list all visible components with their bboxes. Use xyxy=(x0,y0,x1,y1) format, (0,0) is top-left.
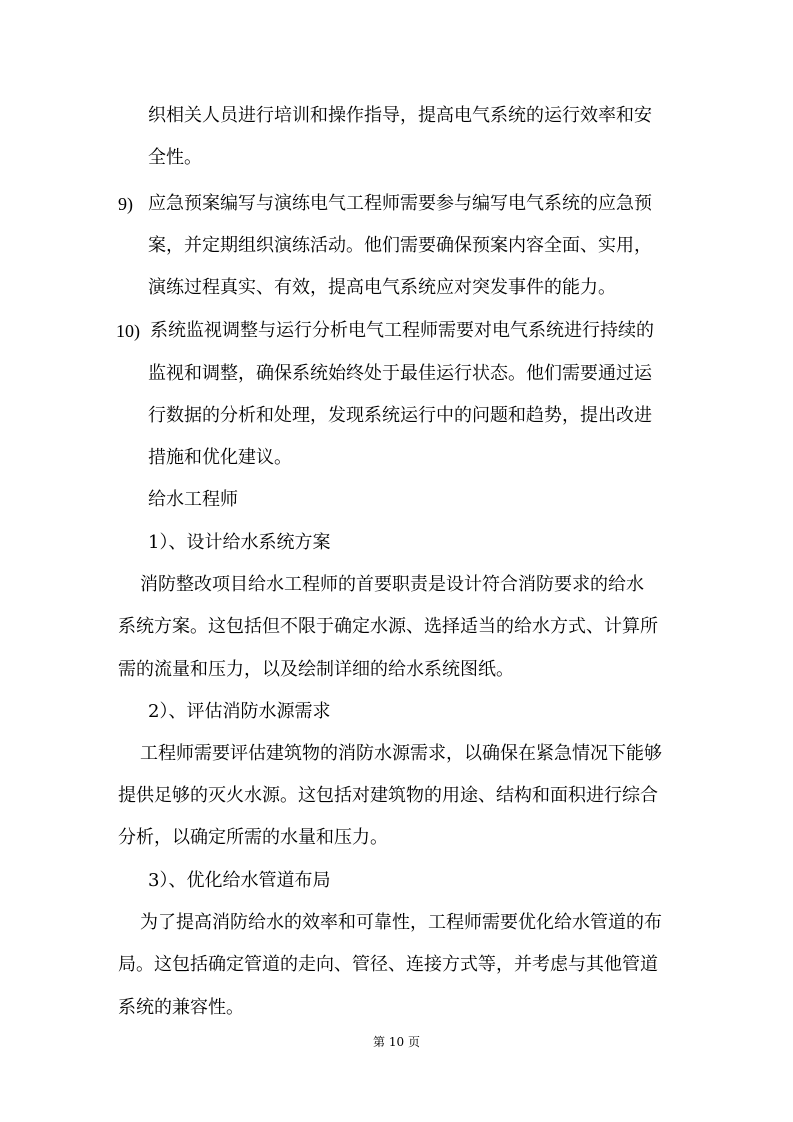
item10-line-4: 措施和优化建议。 xyxy=(148,447,292,468)
subsection-2-line-1: 工程师需要评估建筑物的消防水源需求，以确保在紧急情况下能够 xyxy=(140,743,662,764)
item10-number: 10) xyxy=(116,321,140,341)
subsection-2-line-2: 提供足够的灭火水源。这包括对建筑物的用途、结构和面积进行综合 xyxy=(118,785,658,806)
subsection-3-line-1: 为了提高消防给水的效率和可靠性，工程师需要优化给水管道的布 xyxy=(140,912,662,933)
item8-line-1: 织相关人员进行培训和操作指导，提高电气系统的运行效率和安 xyxy=(148,105,652,126)
item9-number: 9) xyxy=(118,194,133,214)
item9-line-1: 应急预案编写与演练电气工程师需要参与编写电气系统的应急预 xyxy=(148,193,652,214)
subsection-1-line-3: 需的流量和压力，以及绘制详细的给水系统图纸。 xyxy=(118,659,514,680)
subsection-3-line-3: 系统的兼容性。 xyxy=(118,997,244,1018)
subsection-3-line-2: 局。这包括确定管道的走向、管径、连接方式等，并考虑与其他管道 xyxy=(118,954,658,975)
subsection-1-heading: 1）、设计给水系统方案 xyxy=(148,532,331,553)
subsection-2-heading: 2）、评估消防水源需求 xyxy=(148,701,331,722)
item9-line-3: 演练过程真实、有效，提高电气系统应对突发事件的能力。 xyxy=(148,277,616,298)
subsection-1-line-2: 系统方案。这包括但不限于确定水源、选择适当的给水方式、计算所 xyxy=(118,616,658,637)
item10-line-2: 监视和调整，确保系统始终处于最佳运行状态。他们需要通过运 xyxy=(148,363,652,384)
subsection-2-line-3: 分析，以确定所需的水量和压力。 xyxy=(118,827,388,848)
item10-line-3: 行数据的分析和处理，发现系统运行中的问题和趋势，提出改进 xyxy=(148,405,652,426)
subsection-1-line-1: 消防整改项目给水工程师的首要职责是设计符合消防要求的给水 xyxy=(140,574,644,595)
item10-line-1: 系统监视调整与运行分析电气工程师需要对电气系统进行持续的 xyxy=(150,320,654,341)
section-title: 给水工程师 xyxy=(148,489,238,510)
page-number: 第 10 页 xyxy=(373,1035,420,1049)
subsection-3-heading: 3）、优化给水管道布局 xyxy=(148,870,331,891)
item9-line-2: 案，并定期组织演练活动。他们需要确保预案内容全面、实用， xyxy=(148,235,652,256)
item8-line-2: 全性。 xyxy=(148,147,202,168)
